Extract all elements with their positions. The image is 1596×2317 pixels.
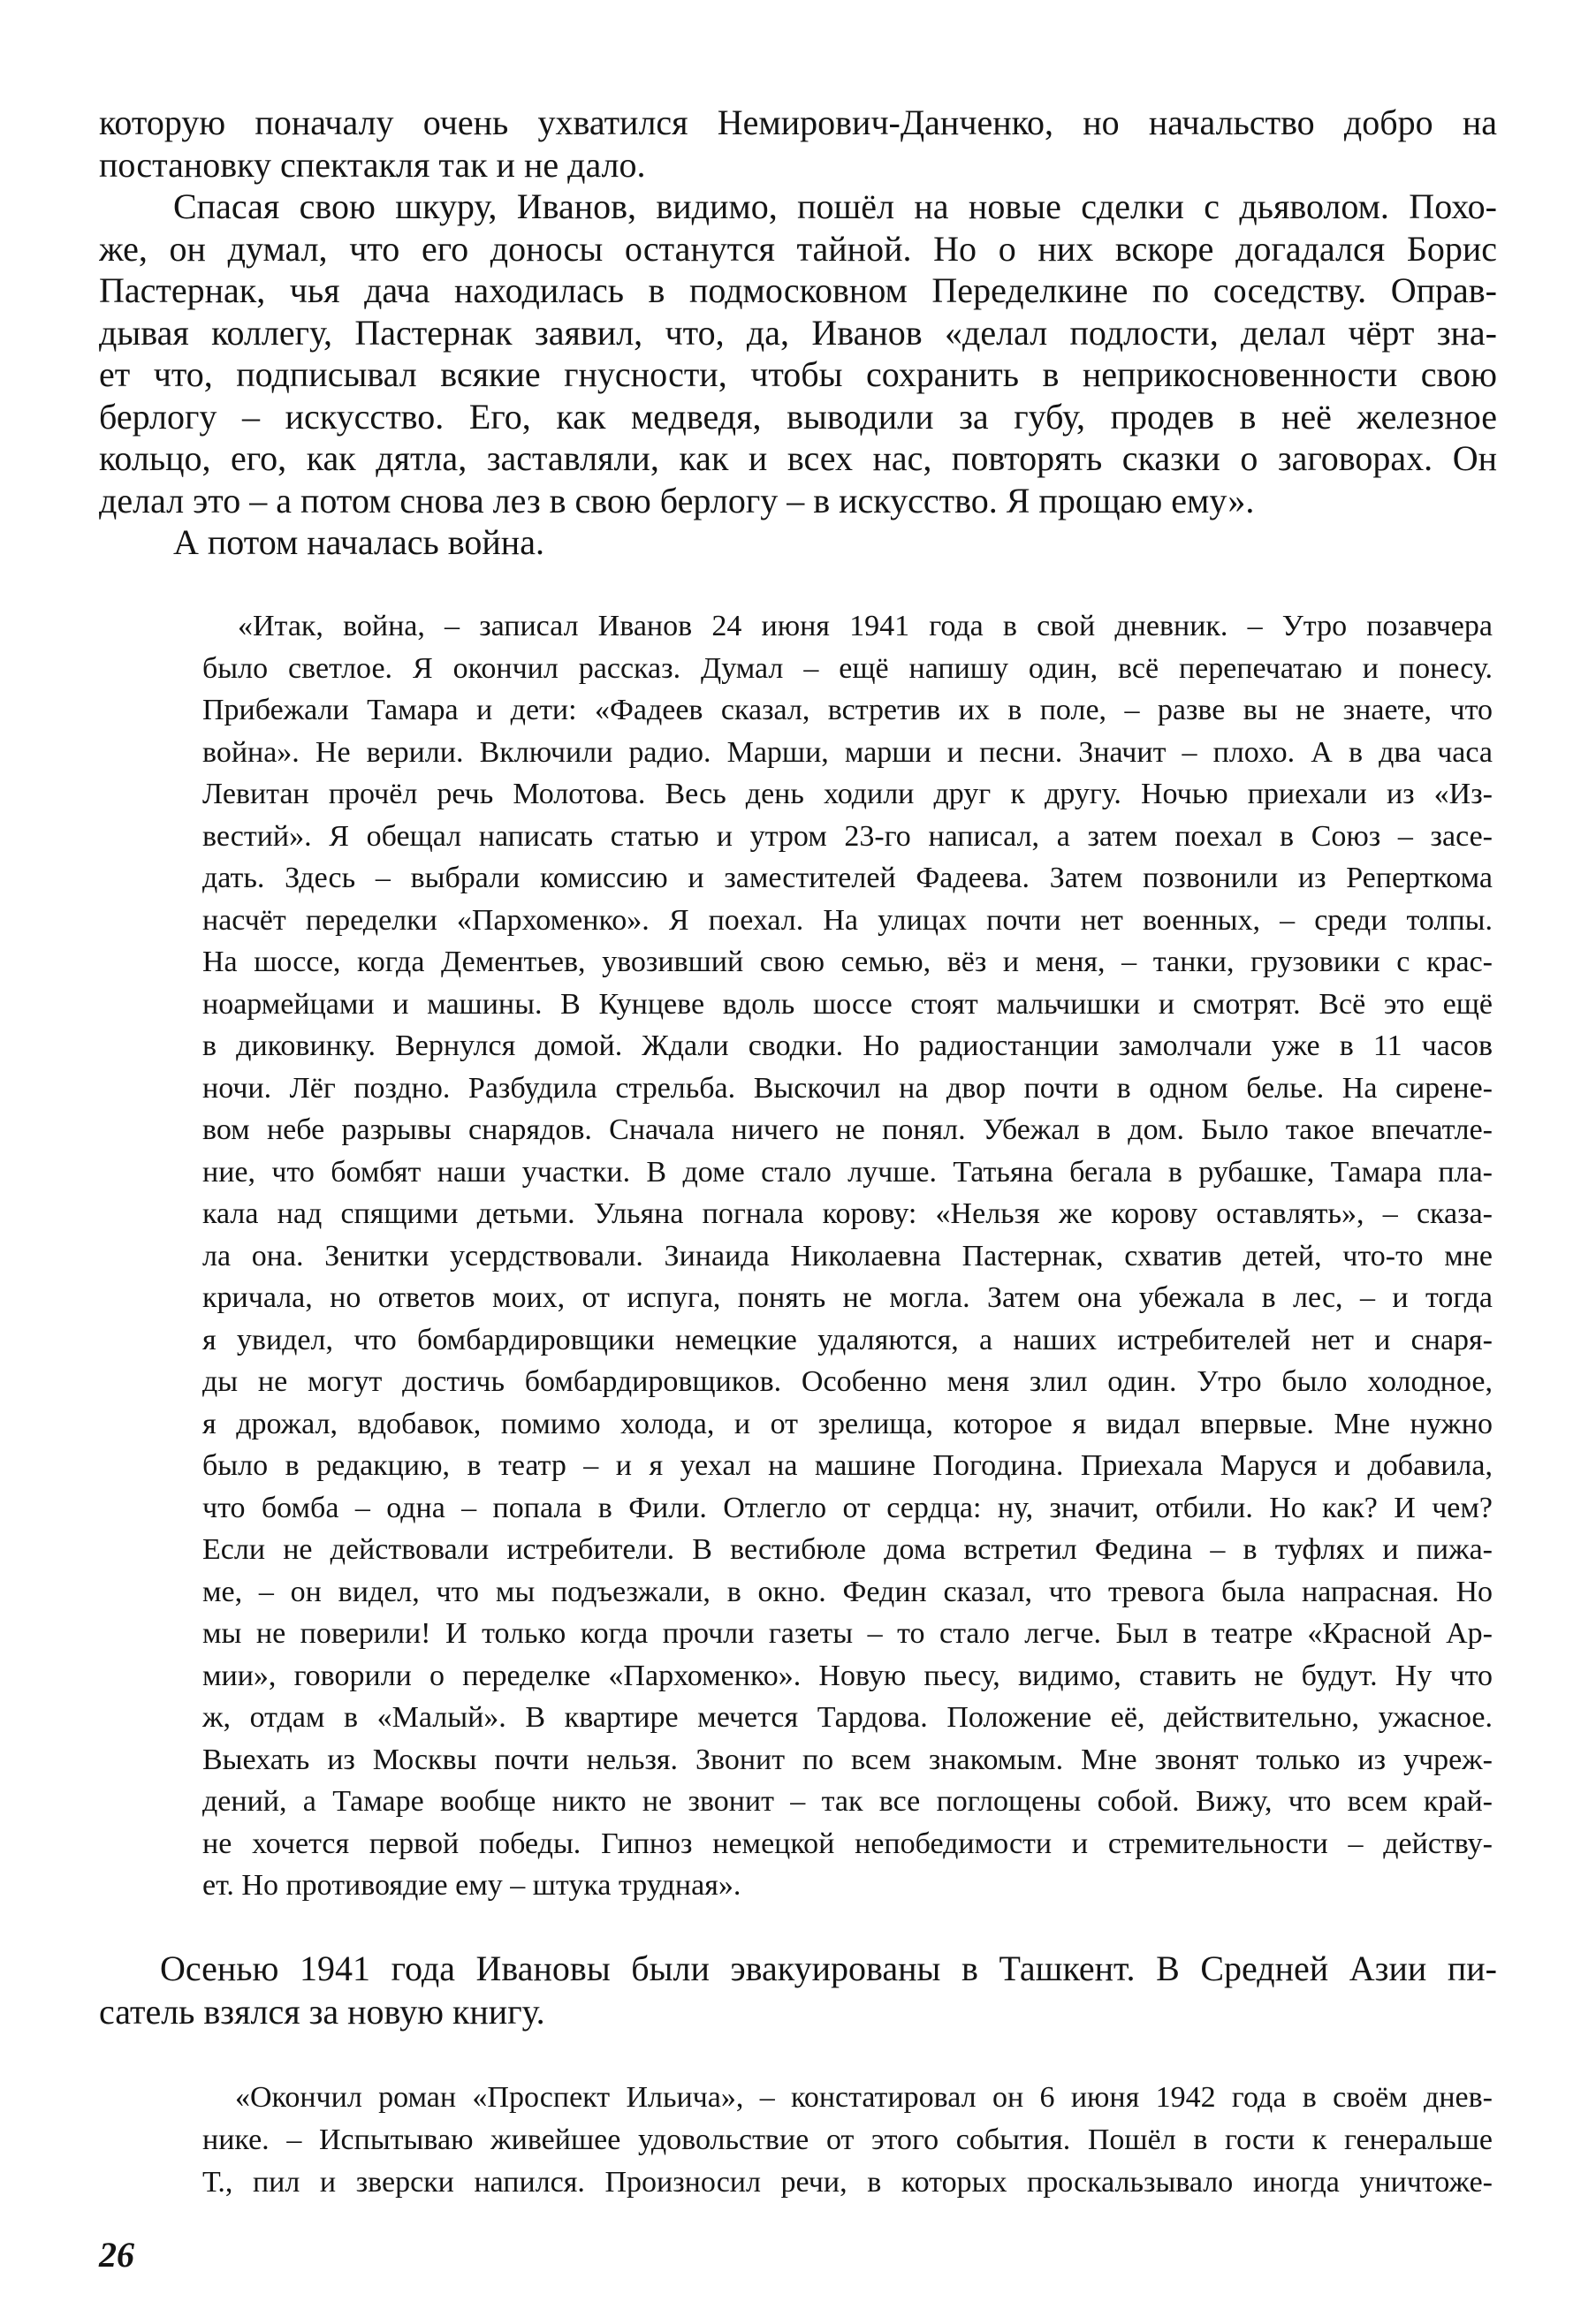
- text-line: дать. Здесь – выбрали комиссию и заместителей Фадеева. Затем позвонили из Реперткома: [202, 862, 1493, 894]
- main-text-top: [99, 102, 1497, 564]
- text-line: же, он думал, что его доносы останутся тайной. Но о них вскоре догадался Борис: [99, 228, 1497, 269]
- text-line: сатель взялся за новую книгу.: [99, 1992, 545, 2032]
- text-line: что бомба – одна – попала в Фили. Отлегло от сердца: ну, значит, отбили. Но как? И чем?: [202, 1491, 1493, 1524]
- paragraph: [202, 2077, 1493, 2204]
- text-line: кольцо, его, как дятла, заставляли, как и всех нас, повторять сказки о заговорах. Он: [99, 438, 1497, 478]
- text-line: вом небе разрывы снарядов. Сначала ничего не понял. Убежал в дом. Было такое впечатле-: [202, 1113, 1493, 1146]
- text-line: ла она. Зенитки усердствовали. Зинаида Николаевна Пастернак, схватив детей, что-то мне: [202, 1239, 1493, 1272]
- text-line: дений, а Тамаре вообще никто не звонит – так все поглощены собой. Вижу, что всем край-: [202, 1785, 1493, 1818]
- text-line: «Окончил роман «Проспект Ильича», – констатировал он 6 июня 1942 года в своём днев-: [235, 2081, 1493, 2114]
- text-line: Выехать из Москвы почти нельзя. Звонит по всем знакомым. Мне звонят только из учреж-: [202, 1743, 1493, 1776]
- text-line: насчёт переделки «Пархоменко». Я поехал. На улицах почти нет военных, – среди толпы.: [202, 903, 1493, 937]
- text-line: я увидел, что бомбардировщики немецкие удаляются, а наших истребителей нет и снаря-: [202, 1323, 1493, 1356]
- main-text-evacuation: [99, 1947, 1497, 2033]
- text-line: кричала, но ответов моих, от испуга, понять не могла. Затем она убежала в лес, – и тогда: [202, 1281, 1493, 1314]
- text-line: Осенью 1941 года Ивановы были эвакуированы в Ташкент. В Средней Азии пи-: [160, 1949, 1497, 1988]
- text-line: На шоссе, когда Дементьев, увозивший свою семью, вёз и меня, – танки, грузовики с крас-: [202, 946, 1493, 978]
- text-line: «Итак, война, – записал Иванов 24 июня 1941 года в свой дневник. – Утро позавчера: [238, 610, 1493, 642]
- paragraph: [99, 102, 1497, 186]
- diary-quote-1942: [202, 2077, 1493, 2204]
- text-line: ме, – он видел, что мы подъезжали, в окно. Федин сказал, что тревога была напрасная. Но: [202, 1575, 1493, 1608]
- text-line: я дрожал, вдобавок, помимо холода, и от зрелища, которое я видал впервые. Мне нужно: [202, 1407, 1493, 1440]
- text-line: мы не поверили! И только когда прочли газеты – то стало легче. Был в театре «Красной Ар-: [202, 1617, 1493, 1650]
- text-line: делал это – а потом снова лез в свою берлогу – в искусство. Я прощаю ему».: [99, 480, 1255, 520]
- text-line: ноармейцами и машины. В Кунцеве вдоль шоссе стоят мальчишки и смотрят. Всё это ещё: [202, 987, 1493, 1021]
- text-line: Пастернак, чья дача находилась в подмосковном Переделкине по соседству. Оправ-: [99, 270, 1497, 310]
- text-line: ночи. Лёг поздно. Разбудила стрельба. Выскочил на двор почти в одном белье. На сирене-: [202, 1071, 1493, 1105]
- text-line: Спасая свою шкуру, Иванов, видимо, пошёл на новые сделки с дьяволом. Похо-: [173, 186, 1497, 226]
- page-number: 26: [99, 2235, 134, 2275]
- text-line: в диковинку. Вернулся домой. Ждали сводки. Но радиостанции замолчали уже в 11 часов: [202, 1029, 1493, 1062]
- text-line: вестий». Я обещал написать статью и утром 23-го написал, а затем поехал в Союз – засе-: [202, 819, 1493, 853]
- text-line: ет что, подписывал всякие гнусности, чтобы сохранить в неприкосновенности свою: [99, 354, 1497, 394]
- diary-quote-1941: [202, 605, 1493, 1907]
- text-line: ж, отдам в «Малый». В квартире мечется Тардова. Положение её, действительно, ужасное.: [202, 1701, 1493, 1734]
- paragraph: [202, 605, 1493, 1907]
- text-line: постановку спектакля так и не дало.: [99, 144, 646, 185]
- text-line: мии», говорили о переделке «Пархоменко». Новую пьесу, видимо, ставить не будут. Ну что: [202, 1659, 1493, 1692]
- text-line: ет. Но противоядие ему – штука трудная».: [202, 1869, 741, 1902]
- paragraph: [99, 1947, 1497, 2033]
- text-line: было в редакцию, в театр – и я уехал на машине Погодина. Приехала Маруся и добавила,: [202, 1449, 1493, 1482]
- text-line: не хочется первой победы. Гипноз немецкой непобедимости и стремительности – действу-: [202, 1827, 1493, 1860]
- text-line: война». Не верили. Включили радио. Марши, марши и песни. Значит – плохо. А в два часа: [202, 735, 1493, 769]
- text-line: берлогу – искусство. Его, как медведя, выводили за губу, продев в неё железное: [99, 396, 1497, 437]
- text-line: ды не могут достичь бомбардировщиков. Особенно меня злил один. Утро было холодное,: [202, 1365, 1493, 1398]
- text-line: Т., пил и зверски напился. Произносил речи, в которых проскальзывало иногда уничтоже-: [202, 2166, 1493, 2199]
- text-line: Если не действовали истребители. В вестибюле дома встретил Федина – в туфлях и пижа-: [202, 1533, 1493, 1566]
- paragraph: [99, 521, 1497, 564]
- text-line: нике. – Испытываю живейшее удовольствие от этого события. Пошёл в гости к генеральше: [202, 2123, 1493, 2156]
- text-line: Прибежали Тамара и дети: «Фадеев сказал, встретив их в поле, – разве вы не знаете, что: [202, 694, 1493, 726]
- text-line: которую поначалу очень ухватился Немирович-Данченко, но начальство добро на: [99, 103, 1497, 142]
- text-line: дывая коллегу, Пастернак заявил, что, да, Иванов «делал подлости, делал чёрт зна-: [99, 312, 1497, 353]
- text-line: А потом началась война.: [173, 522, 544, 562]
- paragraph: [99, 186, 1497, 521]
- text-line: было светлое. Я окончил рассказ. Думал – ещё напишу один, всё перепечатаю и понесу.: [202, 651, 1493, 685]
- text-line: ние, что бомбят наши участки. В доме стало лучше. Татьяна бегала в рубашке, Тамара пла-: [202, 1155, 1493, 1189]
- text-line: кала над спящими детьми. Ульяна погнала корову: «Нельзя же корову оставлять», – сказа-: [202, 1197, 1493, 1230]
- text-line: Левитан прочёл речь Молотова. Весь день ходили друг к другу. Ночью приехали из «Из-: [202, 778, 1493, 810]
